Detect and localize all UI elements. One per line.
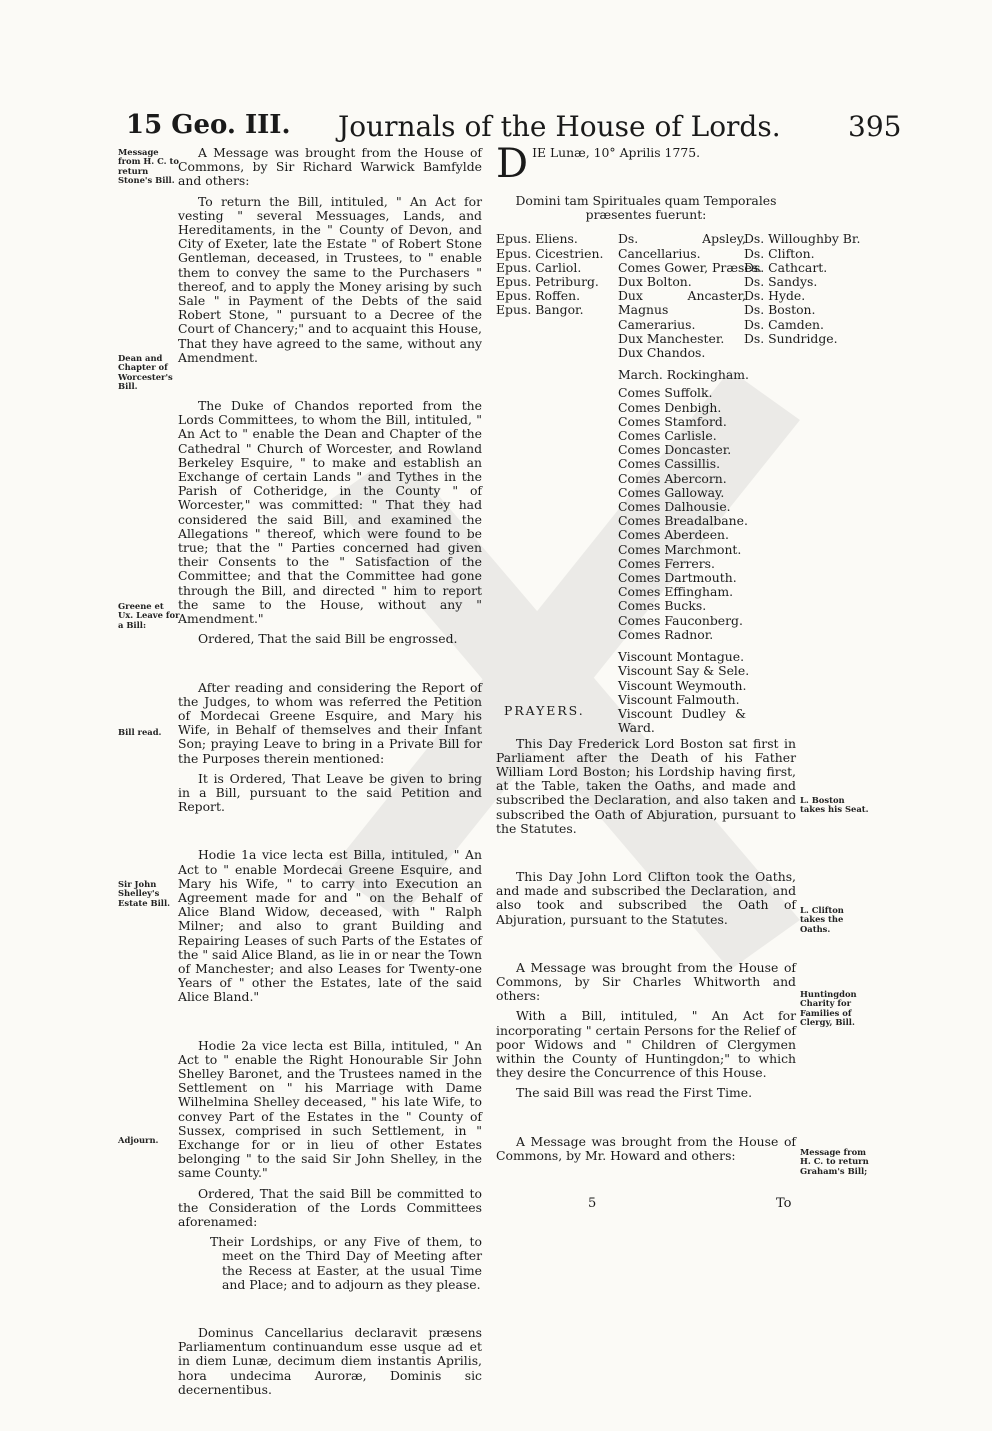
catchword: To	[776, 1196, 792, 1211]
list-item: Viscount Montague.	[618, 649, 745, 665]
list-item: Dux Ancaster, Magnus Camerarius.	[618, 288, 746, 332]
margin-note: Message from H. C. to return Graham's Bill;	[800, 1147, 869, 1176]
session-date: IE Lunæ, 10° Aprilis 1775.	[532, 145, 701, 160]
peers-list	[618, 231, 762, 736]
margin-note: Adjourn.	[118, 1135, 159, 1145]
section-clifton-oaths	[496, 870, 796, 927]
list-item: Comes Galloway.	[618, 484, 725, 500]
margin-note: Greene et Ux. Leave for a Bill:	[118, 601, 180, 630]
left-column	[178, 146, 482, 1409]
list-item: Epus. Roffen.	[496, 288, 581, 304]
list-item: Viscount Falmouth.	[618, 691, 740, 707]
list-item: Epus. Eliens.	[496, 231, 578, 247]
ordered-paragraph: Ordered, That the said Bill be committed to the Consideration of the Lords Committees aforenamed:	[178, 1185, 482, 1229]
bishops-list	[496, 232, 611, 317]
list-item: Comes Doncaster.	[618, 442, 732, 458]
list-item: Ds. Cathcart.	[744, 259, 828, 275]
list-item: Epus. Carliol.	[496, 259, 582, 275]
paragraph: This Day John Lord Clifton took the Oaths, and made and subscribed the Declaration, and also took and subscribed the Oath of Abjuration, pursuant to the Statutes.	[496, 869, 796, 927]
list-item: Epus. Bangor.	[496, 302, 584, 318]
section-huntingdon-bill	[496, 961, 796, 1101]
list-item: Ds. Sandys.	[744, 274, 818, 290]
list-item: Comes Gower, Præses.	[618, 259, 762, 275]
list-item: Dux Bolton.	[618, 274, 692, 290]
paragraph: This Day Frederick Lord Boston sat first in Parliament after the Death of his Father William Lord Boston; his Lordship having first, at the Table, taken the Oaths, and made and subscribed the Declaration, and also taken and subscribed the Oath of Abjuration, pursuant to the Statutes.	[496, 735, 796, 836]
margin-note: Bill read.	[118, 727, 162, 737]
paragraph: Dominus Cancellarius declaravit præsens Parliamentum continuandum esse usque ad et in diem Lunæ, decimum diem instantis Aprilis, hora undecima Auroræ, Dominis sic decernentibus.	[178, 1325, 482, 1397]
section-bill-read	[178, 848, 482, 1004]
list-item: Ds. Sundridge.	[744, 330, 838, 346]
paragraph: A Message was brought from the House of Commons, by Sir Richard Warwick Bamfylde and others:	[178, 145, 482, 189]
section-boston-seat	[496, 737, 796, 836]
list-item: Comes Dartmouth.	[618, 570, 737, 586]
list-item: Comes Denbigh.	[618, 399, 722, 415]
list-item: Comes Abercorn.	[618, 470, 727, 486]
page-number: 395	[848, 110, 902, 143]
list-item: Ds. Camden.	[744, 316, 824, 332]
paragraph: A Message was brought from the House of Commons, by Sir Charles Whitworth and others:	[496, 959, 796, 1004]
paragraph: The Duke of Chandos reported from the Lords Committees, to whom the Bill, intituled, " An Act to " enable the Dean and Chapter of the Cathedral " Church of Worcester, and Rowland Berkeley Esquire, " to make and establish an Exchange of certain Lands " and Tythes in the Parish of Cotheridge, in the County " of Worcester," was committed: " That they had considered the said Bill, and examined the Allegations " thereof, which were found to be true; that the " Parties concerned had given their Consents to the " Satisfaction of the Committee; and that the Committee had gone through the Bill, and directed " him to report the same to the House, without any " Amendment."	[178, 398, 482, 627]
paragraph: The said Bill was read the First Time.	[516, 1085, 753, 1101]
section-graham-message	[496, 1135, 796, 1163]
session-heading	[496, 141, 796, 187]
list-item: Viscount Weymouth.	[618, 677, 747, 693]
list-item: Comes Aberdeen.	[618, 527, 729, 543]
list-item: Epus. Petriburg.	[496, 274, 599, 290]
list-item: Comes Bucks.	[618, 598, 707, 614]
section-greene-leave	[178, 681, 482, 815]
list-item: Comes Carlisle.	[618, 428, 717, 444]
section-shelley-bill	[178, 1039, 482, 1292]
section-stone-bill	[178, 146, 482, 365]
margin-note: Message from H. C. to return Stone's Bill.	[118, 147, 179, 186]
drop-capital: D	[496, 141, 529, 187]
list-item: Comes Dalhousie.	[618, 499, 731, 515]
present-intro: Domini tam Spirituales quam Temporales præsentes fuerunt:	[515, 193, 777, 223]
paragraph: It is Ordered, That Leave be given to bring in a Bill, pursuant to the said Petition and Report.	[178, 770, 482, 815]
prayers-heading: PRAYERS.	[504, 703, 585, 719]
list-item: Comes Fauconberg.	[618, 612, 743, 628]
list-item: Comes Marchmont.	[618, 541, 742, 557]
list-item: Ds. Willoughby Br.	[744, 231, 861, 247]
margin-note: L. Clifton takes the Oaths.	[800, 905, 844, 934]
margin-note: Dean and Chapter of Worcester's Bill.	[118, 353, 173, 392]
margin-note: Sir John Shelley's Estate Bill.	[118, 879, 171, 908]
ordered-paragraph: Ordered, That the said Bill be engrossed.	[198, 631, 458, 647]
header-title: Journals of the House of Lords.	[338, 110, 781, 143]
margin-note: L. Boston takes his Seat.	[800, 795, 869, 815]
header-regnal-year: 15 Geo. III.	[126, 110, 291, 140]
paragraph: A Message was brought from the House of Commons, by Mr. Howard and others:	[496, 1133, 796, 1163]
paragraph: With a Bill, intituled, " An Act for incorporating " certain Persons for the Relief of poor Widows and " Children of Clergymen within the County of Huntingdon;" to which they desire the Concurrence of this House.	[496, 1008, 796, 1081]
list-item: Ds. Clifton.	[744, 245, 815, 261]
list-item: Comes Effingham.	[618, 584, 734, 600]
list-item: Comes Cassillis.	[618, 456, 721, 472]
signature-mark: 5	[588, 1196, 597, 1211]
paragraph: Hodie 1a vice lecta est Billa, intituled, " An Act to " enable Mordecai Greene Esquire, and Mary his Wife, " to carry into Execution an Agreement made for and " on the Behalf of Alice Bland Widow, deceased, with " Ralph Milner; and also to grant Building and Repairing Leases of such Parts of the Estates of the " said Alice Bland, as lie in or near the Town of Manchester; and also Leases for Twenty-one Years of " other the Estates, late of the said Alice Bland."	[178, 847, 482, 1005]
committee-paragraph: Their Lordships, or any Five of them, to meet on the Third Day of Meeting after the Recess at Easter, at the usual Time and Place; and to adjourn as they please.	[210, 1234, 482, 1292]
list-item: Viscount Say & Sele.	[618, 663, 750, 679]
list-item: Comes Stamford.	[618, 413, 727, 429]
barons-list	[744, 231, 861, 346]
list-item: Comes Radnor.	[618, 626, 714, 642]
section-adjourn	[178, 1326, 482, 1397]
paragraph: To return the Bill, intituled, " An Act for vesting " several Messuages, Lands, and Hereditaments, in the " County of Devon, and City of Exeter, late the Estate " of Robert Stone Gentleman, deceased, in Trustees, to " enable them to convey the same to the Purchasers " thereof, and to apply the Money arising by such Sale " in Payment of the Debts of the said Robert Stone, " pursuant to a Decree of the Court of Chancery;" and to acquaint this House, That they have agreed to the same, without any Amendment.	[178, 193, 482, 365]
paragraph: Hodie 2a vice lecta est Billa, intituled, " An Act to " enable the Right Honourable Sir John Shelley Baronet, and the Trustees named in the Settlement on " his Marriage with Dame Wilhelmina Shelley deceased, " his late Wife, to convey Part of the Estates in the " County of Sussex, comprised in such Settlement, in " Exchange for or in lieu of other Estates belonging " to the said Sir John Shelley, in the same County."	[178, 1037, 482, 1181]
list-item: Dux Chandos.	[618, 345, 706, 361]
list-item: Viscount Dudley & Ward.	[618, 705, 746, 736]
margin-note: Huntingdon Charity for Families of Clergy, Bill.	[800, 989, 857, 1028]
list-item: Ds. Hyde.	[744, 288, 806, 304]
list-item: Ds. Boston.	[744, 302, 816, 318]
list-item: Comes Suffolk.	[618, 385, 713, 401]
paragraph: After reading and considering the Report of the Judges, to whom was referred the Petition of Mordecai Greene Esquire, and Mary his Wife, in Behalf of themselves and their Infant Son; praying Leave to bring in a Private Bill for the Purposes therein mentioned:	[178, 679, 482, 766]
list-item: Comes Ferrers.	[618, 555, 715, 571]
list-item: Dux Manchester.	[618, 330, 725, 346]
section-worcester-bill	[178, 399, 482, 646]
list-item: March. Rockingham.	[618, 367, 749, 383]
list-item: Ds. Apsley, Cancellarius.	[618, 231, 746, 261]
list-item: Epus. Cicestrien.	[496, 245, 604, 261]
list-item: Comes Breadalbane.	[618, 513, 748, 529]
